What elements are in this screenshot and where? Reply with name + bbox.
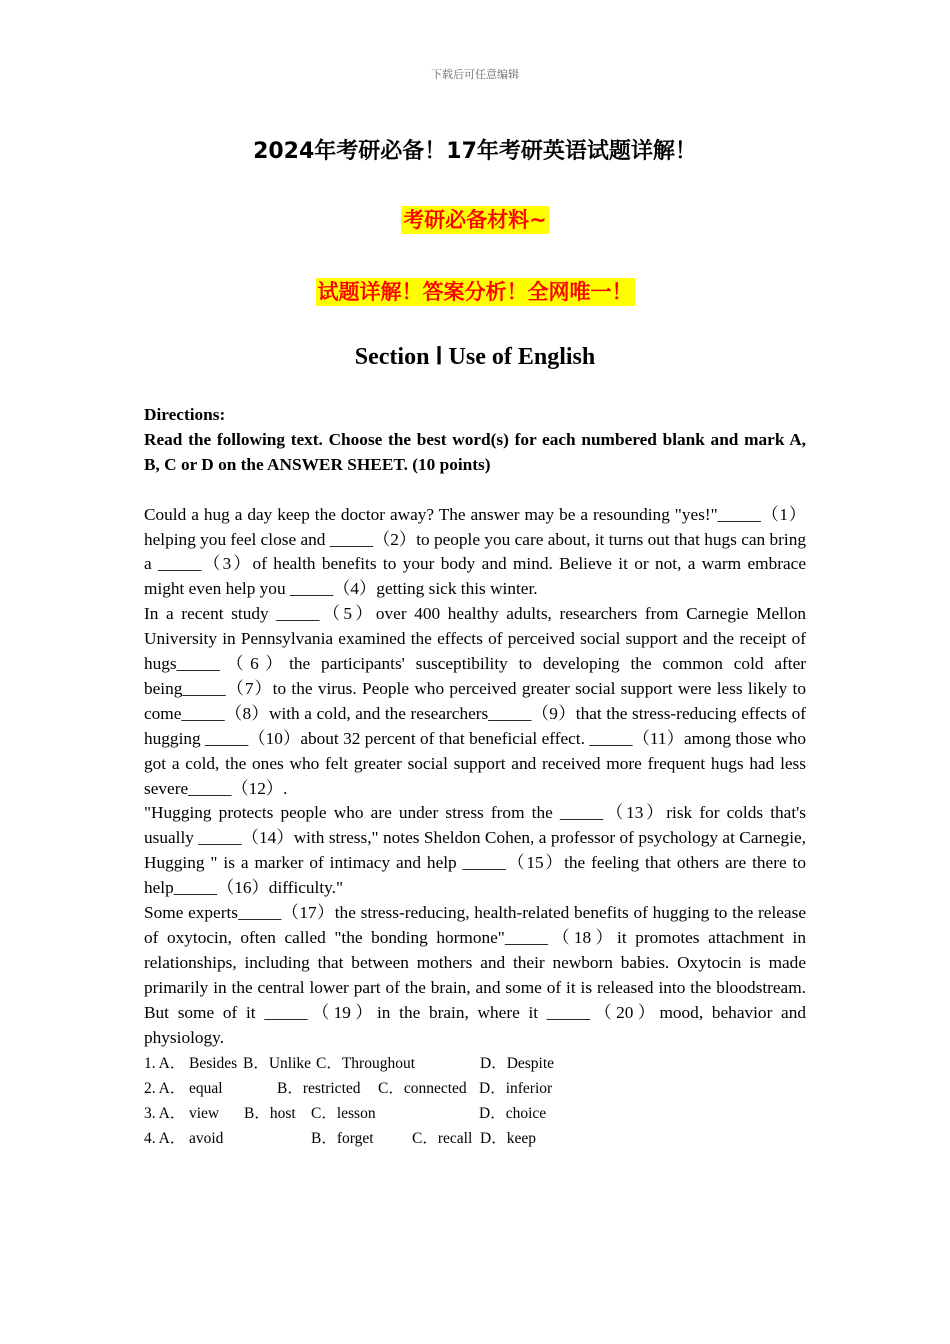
option-number: 4. A．: [144, 1129, 186, 1147]
document-body: [144, 403, 806, 1151]
subtitle-2: 试题详解！答案分析！全网唯一！: [317, 280, 633, 304]
option-a: equal: [189, 1079, 223, 1097]
option-row: [144, 1076, 806, 1101]
passage-paragraph: In a recent study _____（5）over 400 healthy adults, researchers from Carnegie Mellon University in Pennsylvania examined the effects of perceived social support and the receipt of hugs_____（6）the participants' susceptibility to developing the common cold after being_____（7）to the virus. People who perceived greater social support were less likely to come_____（8）with a cold, and the researchers_____（9）that the stress-reducing effects of hugging _____（10）about 32 percent of that beneficial effect. _____（11）among those who got a cold, the ones who felt greater social support and received more frequent hugs had less severe_____（12）.: [144, 604, 806, 798]
passage-paragraph: Some experts_____（17）the stress-reducing, health-related benefits of hugging to the release of oxytocin, often called "the bonding hormone"_____（18）it promotes attachment in relationships, including that between mothers and their newborn babies. Oxytocin is made primarily in the central lower part of the brain, and some of it is released into the bloodstream. But some of it _____（19）in the brain, where it _____（20）mood, behavior and physiology.: [144, 903, 806, 1047]
option-d: D．choice: [479, 1104, 547, 1122]
option-d: D．Despite: [480, 1054, 555, 1072]
option-b: B．host: [244, 1104, 296, 1122]
subtitle-banner-1: [0, 204, 950, 234]
option-c: C．Throughout: [316, 1054, 416, 1072]
option-a: avoid: [189, 1129, 224, 1147]
option-number: 2. A．: [144, 1079, 186, 1097]
option-number: 3. A．: [144, 1104, 186, 1122]
option-row: [144, 1051, 806, 1076]
option-a: view: [189, 1104, 220, 1122]
header-note: 下载后可任意编辑: [431, 68, 519, 81]
page-title: 2024年考研必备！17年考研英语试题详解！: [253, 139, 697, 164]
passage-paragraph: Could a hug a day keep the doctor away? The answer may be a resounding "yes!"_____（1）helping you feel close and _____（2）to people you care about, it turns out that hugs can bring a _____（3）of health benefits to your body and mind. Believe it or not, a warm embrace might even help you _____（4）getting sick this winter.: [144, 504, 806, 599]
passage-paragraph: "Hugging protects people who are under stress from the _____（13）risk for colds that's usually _____（14）with stress," notes Sheldon Cohen, a professor of psychology at Carnegie, Hugging " is a marker of intimacy and help _____（15）the feeling that others are there to help_____（16）difficulty.": [144, 803, 806, 898]
option-c: C．lesson: [311, 1104, 376, 1122]
blank-line: [144, 478, 806, 503]
subtitle-banner-2: [0, 276, 950, 306]
option-row: [144, 1101, 806, 1126]
option-b: B．restricted: [277, 1079, 361, 1097]
directions-text: Read the following text. Choose the best word(s) for each numbered blank and mark A, B, C or D on the ANSWER SHEET. (10 points): [144, 429, 806, 474]
option-d: D．keep: [480, 1129, 536, 1147]
option-a: Besides: [189, 1054, 238, 1072]
option-row: [144, 1126, 806, 1151]
option-number: 1. A．: [144, 1054, 186, 1072]
option-c: C．connected: [378, 1079, 467, 1097]
directions-label: Directions:: [144, 405, 226, 424]
option-d: D．inferior: [479, 1079, 553, 1097]
subtitle-1: 考研必备材料~: [403, 208, 547, 232]
options-list: [144, 1051, 806, 1151]
option-b: B．forget: [311, 1129, 374, 1147]
option-c: C．recall: [412, 1129, 473, 1147]
option-b: B．Unlike: [243, 1054, 312, 1072]
section-title: Section Ⅰ Use of English: [354, 344, 596, 370]
